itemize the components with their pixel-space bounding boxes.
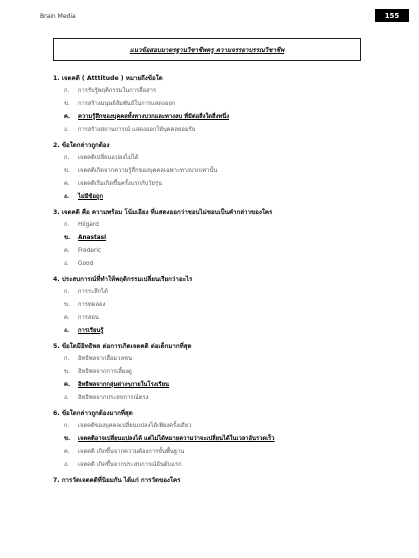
answer-choice: [0, 258, 419, 271]
choice-text: Hilgard: [78, 222, 99, 228]
choice-letter: ข.: [64, 168, 70, 174]
choice-text: อิทธิพลจากการเลี้ยงดู: [78, 369, 132, 375]
choice-letter: ง.: [64, 194, 70, 200]
choice-letter: ก.: [64, 289, 70, 295]
answer-choice: [0, 366, 419, 379]
choice-letter: ง.: [64, 261, 69, 267]
question-line: [0, 139, 419, 152]
answer-choice: [0, 420, 419, 433]
answer-choice: [0, 245, 419, 258]
question-item: [0, 407, 419, 472]
question-number: 7.: [53, 477, 60, 484]
choice-text: Good: [78, 261, 94, 267]
choice-letter: ข.: [64, 436, 71, 442]
choice-letter: ก.: [64, 423, 70, 429]
question-item: [0, 273, 419, 338]
choice-letter: ง.: [64, 462, 69, 468]
question-text: เจตคติ คือ ความพร้อม โน้มเอียง ที่แสดงออกว่าชอบไม่ชอบเป็นคำกล่าวของใคร: [61, 209, 273, 216]
choice-text: อิทธิพลจากสื่อมวลชน: [78, 356, 132, 362]
question-text: เจตคติ ( Atttitude ) หมายถึงข้อใด: [61, 75, 163, 82]
question-line: [0, 273, 419, 286]
answer-choice-correct: [0, 191, 419, 204]
answer-choice: [0, 85, 419, 98]
choice-letter: ข.: [64, 101, 70, 107]
choice-letter: ง.: [64, 127, 69, 133]
answer-choice-correct: [0, 232, 419, 245]
choice-text: ความรู้สึกของบุคคลทั้งทางบวกและทางลบ ที่มีต่อสิ่งใดสิ่งหนึ่ง: [78, 114, 230, 120]
choice-letter: ค.: [64, 114, 71, 120]
answer-choice: [0, 152, 419, 165]
answer-choice: [0, 312, 419, 325]
answer-choice: [0, 353, 419, 366]
question-number: 1.: [53, 75, 60, 82]
choice-text: เจตคติเปลี่ยนแปลงไม่ได้: [78, 155, 139, 161]
question-line: [0, 206, 419, 219]
choice-text: Anastasi: [78, 235, 107, 241]
choice-text: การสร้างมนุษย์สัมพันธ์ในการแสดงออก: [78, 101, 176, 107]
choice-text: เจตคติ เกิดขึ้นจากประสบการณ์อันดับแรก: [78, 462, 182, 468]
choice-letter: ค.: [64, 315, 70, 321]
choice-text: อิทธิพลจากกลุ่มต่างๆภายในโรงเรียน: [78, 382, 170, 388]
answer-choice: [0, 219, 419, 232]
choice-letter: ค.: [64, 449, 70, 455]
choice-letter: ก.: [64, 356, 70, 362]
question-item: [0, 72, 419, 137]
choice-letter: ค.: [64, 181, 70, 187]
answer-choice: [0, 178, 419, 191]
choice-text: อิทธิพลจากประสบการณ์ตรง: [78, 395, 149, 401]
question-number: 4.: [53, 276, 60, 283]
answer-choice: [0, 392, 419, 405]
publisher-name: Brain Media: [40, 13, 76, 20]
choice-letter: ก.: [64, 88, 70, 94]
answer-choice-correct: [0, 433, 419, 446]
choice-letter: ง.: [64, 328, 70, 334]
question-number: 5.: [53, 343, 60, 350]
question-text: ข้อใดมีอิทธิพล ต่อการเกิดเจตคติ ต่อเด็กมากที่สุด: [61, 343, 192, 350]
question-item: [0, 474, 419, 487]
choice-text: ไม่มีข้อถูก: [78, 194, 104, 200]
answer-choice-correct: [0, 379, 419, 392]
choice-letter: ก.: [64, 155, 70, 161]
answer-choice-correct: [0, 111, 419, 124]
choice-text: การระลึกได้: [78, 289, 108, 295]
answer-choice: [0, 165, 419, 178]
question-line: [0, 340, 419, 353]
choice-letter: ก.: [64, 222, 70, 228]
question-text: ประสบการณ์ที่ทำให้พฤติกรรมเปลี่ยนเรียกว่าอะไร: [61, 276, 193, 283]
choice-letter: ข.: [64, 235, 71, 241]
choice-letter: ข.: [64, 302, 70, 308]
choice-letter: ค.: [64, 382, 71, 388]
question-item: [0, 206, 419, 271]
question-text: การวัดเจตคติที่นิยมกัน ได้แก่ การวัดของใคร: [61, 477, 181, 484]
answer-choice: [0, 124, 419, 137]
question-line: [0, 407, 419, 420]
question-number: 3.: [53, 209, 60, 216]
question-item: [0, 139, 419, 204]
choice-text: การสอน: [78, 315, 99, 321]
answer-choice: [0, 98, 419, 111]
question-line: [0, 72, 419, 85]
choice-letter: ข.: [64, 369, 70, 375]
choice-text: การรับรู้พฤติกรรมในการสื่อสาร: [78, 88, 157, 94]
answer-choice: [0, 459, 419, 472]
choice-text: เจตคติเกิดจากความรู้สึกของบุคคลเฉพาะทางบวกเท่านั้น: [78, 168, 218, 174]
page-number-badge: 155: [375, 9, 409, 22]
choice-text: เจตคติของบุคคลเปลี่ยนแปลงได้เพียงครั้งเดียว: [78, 423, 192, 429]
question-list: [0, 72, 419, 489]
question-item: [0, 340, 419, 405]
choice-text: Frederic: [78, 248, 102, 254]
choice-text: เจตคติเริ่มเกิดขึ้นครั้งแรกกับวัยรุ่น: [78, 181, 162, 187]
choice-letter: ง.: [64, 395, 69, 401]
page-title: แนวข้อสอบมาตรฐานวิชาชีพครู ความจรรยาบรรณวิชาชีพ: [53, 38, 361, 61]
answer-choice: [0, 299, 419, 312]
answer-choice: [0, 286, 419, 299]
question-number: 2.: [53, 142, 60, 149]
question-text: ข้อใดกล่าวถูกต้อง: [61, 142, 110, 149]
question-line: [0, 474, 419, 487]
question-number: 6.: [53, 410, 60, 417]
choice-text: เจตคติ เกิดขึ้นจากความต้องการขั้นพื้นฐาน: [78, 449, 185, 455]
choice-text: การทดลอง: [78, 302, 106, 308]
choice-text: การสร้างสถานการณ์ แสดงออกให้บุคคลยอมรับ: [78, 127, 196, 133]
question-text: ข้อใดกล่าวถูกต้องมากที่สุด: [61, 410, 133, 417]
choice-letter: ค.: [64, 248, 70, 254]
answer-choice-correct: [0, 325, 419, 338]
answer-choice: [0, 446, 419, 459]
choice-text: การเรียนรู้: [78, 328, 104, 334]
choice-text: เจตคติอาจเปลี่ยนแปลงได้ แต่ไม่ได้หมายความว่าจะเปลี่ยนได้ในเวลาอันรวดเร็ว: [78, 436, 275, 442]
